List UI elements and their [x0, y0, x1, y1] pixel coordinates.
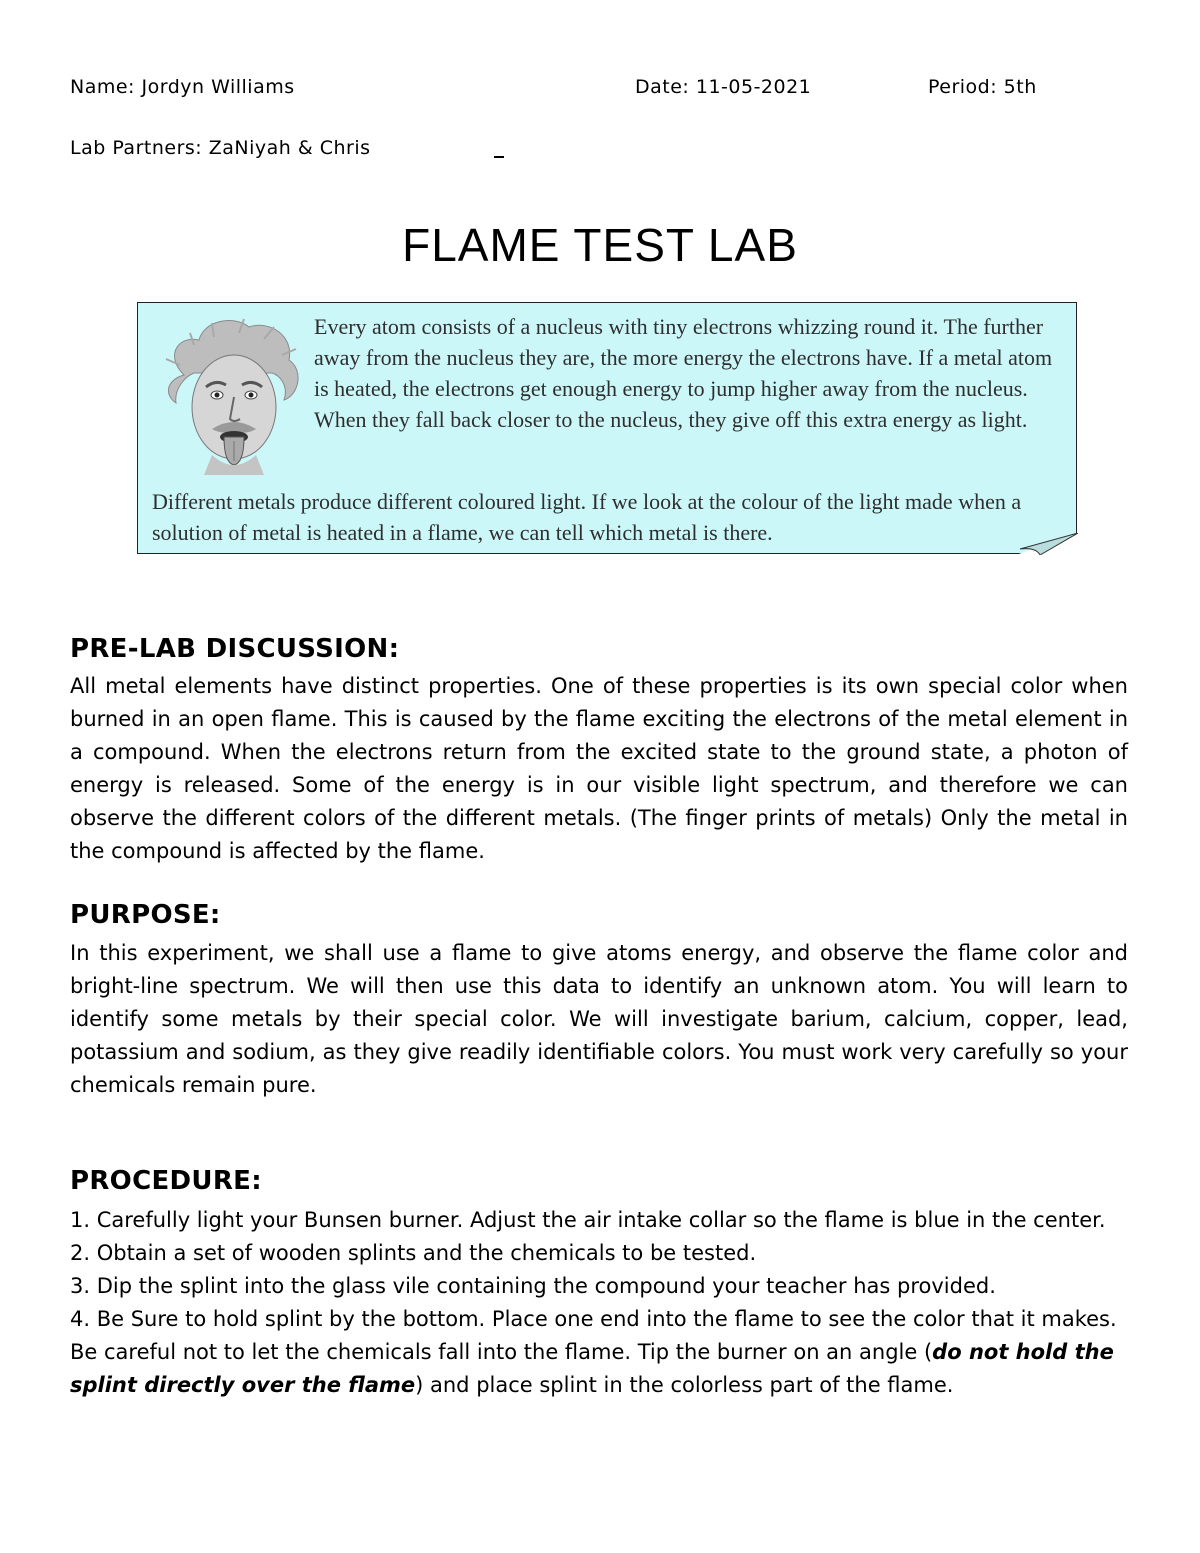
- name-line: Name: Jordyn Williams: [70, 76, 295, 98]
- procedure-step-4: [70, 1303, 1128, 1402]
- page-title: FLAME TEST LAB: [402, 219, 798, 271]
- page-curl-icon: [1016, 533, 1078, 555]
- procedure-step-3: 3. Dip the splint into the glass vile containing the compound your teacher has provided.: [70, 1274, 996, 1298]
- blank-underline: [494, 156, 504, 158]
- procedure-step-4-warning: do not hold the splint directly over the flame: [70, 1340, 1114, 1397]
- purpose-text: In this experiment, we shall use a flame to give atoms energy, and observe the flame color and bright-line spectrum. We will then use this data to identify an unknown atom. You will learn to identify some metals by their special color. We will investigate barium, calcium, copper, lead, potassium and sodium, as they give readily identifiable colors. You must work very carefully so your chemicals remain pure.: [70, 941, 1128, 1097]
- info-paragraph-2: Different metals produce different coloured light. If we look at the colour of the light made when a solution of metal is heated in a flame, we can tell which metal is there.: [152, 489, 1022, 545]
- purpose-heading: PURPOSE:: [70, 900, 221, 930]
- procedure-step-4-start: 4. Be Sure to hold splint by the bottom. Place one end into the flame to see the color that it makes. Be careful not to let the chemicals fall into the flame. Tip the burner on an angle (: [70, 1307, 1117, 1364]
- procedure-step-2: 2. Obtain a set of wooden splints and the chemicals to be tested.: [70, 1241, 757, 1265]
- prelab-text: All metal elements have distinct properties. One of these properties is its own special color when burned in an open flame. This is caused by the flame exciting the electrons of the metal element in a compound. When the electrons return from the excited state to the ground state, a photon of energy is released. Some of the energy is in our visible light spectrum, and therefore we can observe the different colors of the different metals. (The finger prints of metals) Only the metal in the compound is affected by the flame.: [70, 674, 1128, 863]
- info-box: [137, 302, 1077, 554]
- info-paragraph-1: Every atom consists of a nucleus with tiny electrons whizzing round it. The further away from the nucleus they are, the more energy the electrons have. If a metal atom is heated, the electrons get enough energy to jump higher away from the nucleus. When they fall back closer to the nucleus, they give off this extra energy as light.: [314, 314, 1053, 432]
- procedure-step-4-end: ) and place splint in the colorless part of the flame.: [415, 1373, 954, 1397]
- procedure-list: [70, 1204, 1128, 1402]
- procedure-heading: PROCEDURE:: [70, 1166, 262, 1196]
- prelab-heading: PRE-LAB DISCUSSION:: [70, 634, 400, 664]
- procedure-step-1: 1. Carefully light your Bunsen burner. Adjust the air intake collar so the flame is blue in the center.: [70, 1208, 1106, 1232]
- einstein-portrait: [154, 315, 304, 475]
- date-line: Date: 11-05-2021: [635, 76, 812, 98]
- lab-partners-line: Lab Partners: ZaNiyah & Chris: [70, 137, 371, 159]
- period-line: Period: 5th: [928, 76, 1037, 98]
